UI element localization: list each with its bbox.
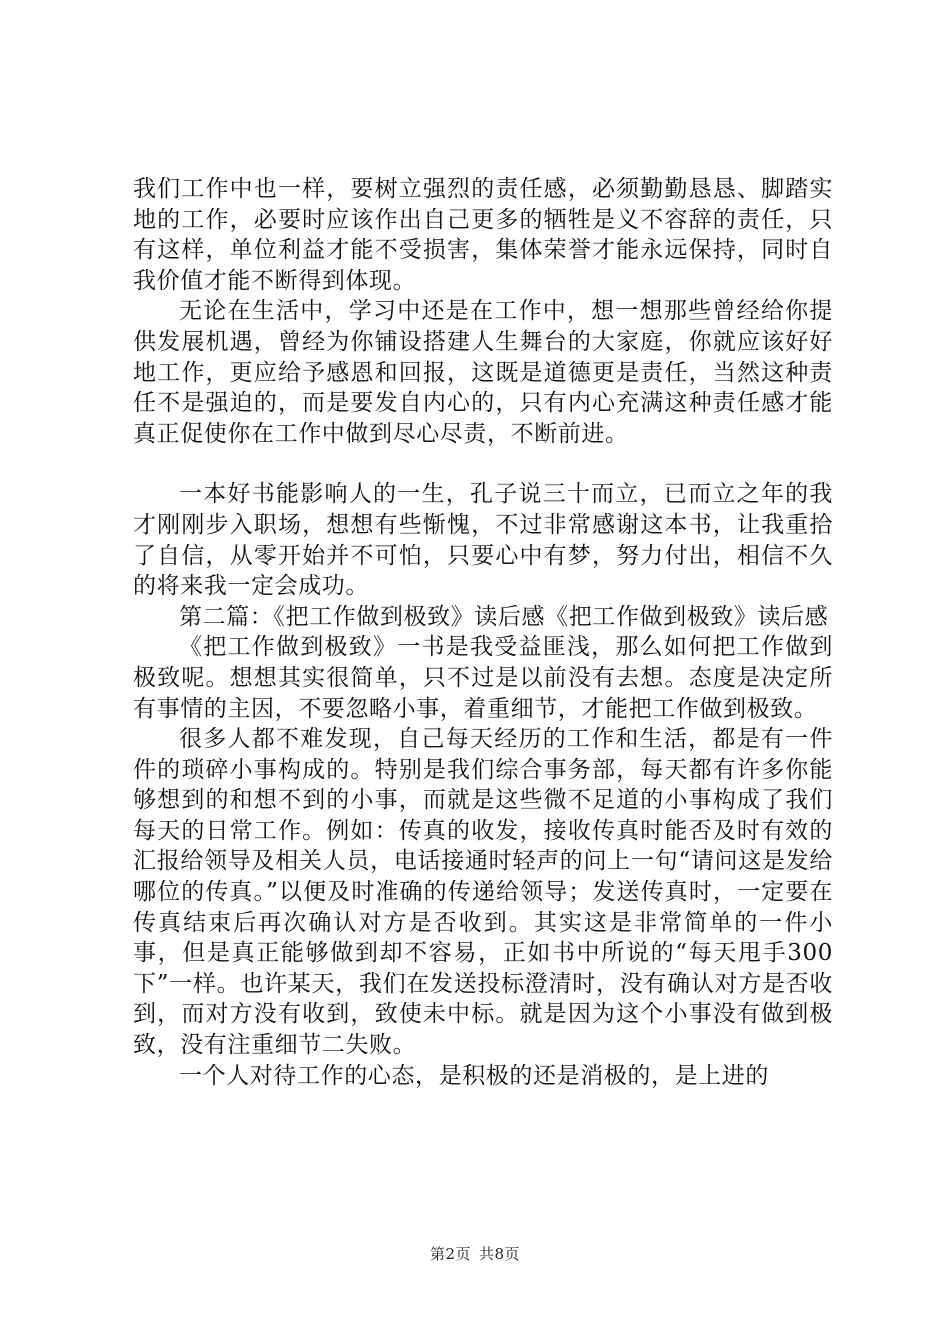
paragraph-gap [133, 449, 833, 479]
page-total: 共8页 [479, 1245, 521, 1263]
section-heading: 第二篇：《把工作做到极致》读后感《把工作做到极致》读后感 [179, 603, 829, 630]
paragraph-5: 很多人都不难发现，自己每天经历的工作和生活，都是有一件件的琐碎小事构成的。特别是我们综合事务部，每天都有许多你能够想到的和想不到的小事，而就是这些微不足道的小事构成了我们每天的日常工作。例如：传真的收发，接收传真时能否及时有效的汇报给领导及相关人员，电话接通时轻声的问上一句“请问这是发给哪位的传真。”以便及时准确的传递给领导；发送传真时，一定要在传真结束后再次确认对方是否收到。其实这是非常简单的一件小事，但是真正能够做到却不容易，正如书中所说的“每天甩手300下”一样。也许某天，我们在发送投标澄清时，没有确认对方是否收到，而对方没有收到，致使未中标。就是因为这个小事没有做到极致，没有注重细节二失败。 [133, 726, 833, 1059]
page-number: 第2页 [429, 1245, 471, 1263]
paragraph-2: 无论在生活中，学习中还是在工作中，想一想那些曾经给你提供发展机遇，曾经为你铺设搭建人生舞台的大家庭，你就应该好好地工作，更应给予感恩和回报，这既是道德更是责任，当然这种责任不是强迫的，而是要发自内心的，只有内心充满这种责任感才能真正促使你在工作中做到尽心尽责，不断前进。 [133, 298, 833, 447]
paragraph-4: 《把工作做到极致》一书是我受益匪浅，那么如何把工作做到极致呢。想想其实很简单，只不过是以前没有去想。态度是决定所有事情的主因，不要忽略小事，着重细节，才能把工作做到极致。 [133, 634, 833, 722]
paragraph-1: 我们工作中也一样，要树立强烈的责任感，必须勤勤恳恳、脚踏实地的工作，必要时应该作出自己更多的牺牲是义不容辞的责任，只有这样，单位利益才能不受损害，集体荣誉才能永远保持，同时自我价值才能不断得到体现。 [133, 176, 833, 294]
paragraph-6: 一个人对待工作的心态，是积极的还是消极的，是上进的 [179, 1062, 769, 1089]
page-footer [0, 1243, 950, 1264]
body-text [133, 174, 833, 1091]
paragraph-3: 一本好书能影响人的一生，孔子说三十而立，已而立之年的我才刚刚步入职场，想想有些惭愧，不过非常感谢这本书，让我重拾了自信，从零开始并不可怕，只要心中有梦，努力付出，相信不久的将来我一定会成功。 [133, 481, 833, 600]
